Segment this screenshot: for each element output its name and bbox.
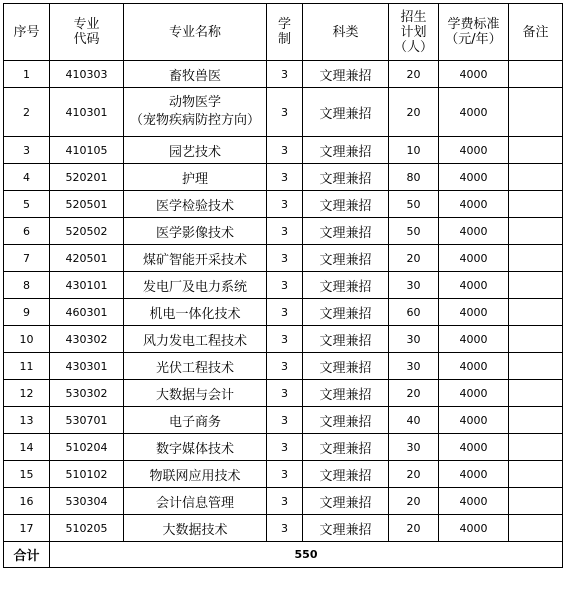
cell-category: 文理兼招: [303, 407, 389, 434]
table-row: [4, 407, 563, 434]
cell-code: 520201: [50, 164, 124, 191]
cell-category: 文理兼招: [303, 164, 389, 191]
cell-fee: 4000: [439, 88, 509, 137]
cell-name: 会计信息管理: [124, 488, 267, 515]
cell-plan: 60: [389, 299, 439, 326]
cell-name: 畜牧兽医: [124, 61, 267, 88]
cell-name: 电子商务: [124, 407, 267, 434]
cell-seq: 4: [4, 164, 50, 191]
header-code-line: 代码: [73, 32, 100, 47]
cell-code: 510204: [50, 434, 124, 461]
cell-plan: 20: [389, 380, 439, 407]
cell-category: 文理兼招: [303, 488, 389, 515]
table-row: [4, 272, 563, 299]
cell-note: [509, 299, 563, 326]
header-name: 专业名称: [124, 4, 267, 61]
cell-category: 文理兼招: [303, 326, 389, 353]
cell-name-line: 动物医学: [168, 95, 221, 110]
table-row: [4, 164, 563, 191]
cell-category: 文理兼招: [303, 434, 389, 461]
cell-category: 文理兼招: [303, 299, 389, 326]
cell-name: 数字媒体技术: [124, 434, 267, 461]
cell-duration: 3: [267, 434, 303, 461]
cell-note: [509, 353, 563, 380]
cell-seq: 14: [4, 434, 50, 461]
cell-plan: 20: [389, 515, 439, 542]
cell-name: 风力发电工程技术: [124, 326, 267, 353]
cell-duration: 3: [267, 245, 303, 272]
cell-note: [509, 245, 563, 272]
cell-seq: 3: [4, 137, 50, 164]
enrollment-plan-table: [3, 3, 563, 568]
cell-note: [509, 380, 563, 407]
cell-duration: 3: [267, 515, 303, 542]
cell-category: 文理兼招: [303, 353, 389, 380]
cell-seq: 17: [4, 515, 50, 542]
cell-name: 护理: [124, 164, 267, 191]
cell-fee: 4000: [439, 272, 509, 299]
table-row: [4, 88, 563, 137]
cell-seq: 6: [4, 218, 50, 245]
cell-code: 510102: [50, 461, 124, 488]
table-row: [4, 434, 563, 461]
cell-duration: 3: [267, 407, 303, 434]
cell-code: 520502: [50, 218, 124, 245]
cell-duration: 3: [267, 380, 303, 407]
cell-category: 文理兼招: [303, 245, 389, 272]
header-duration-line: 学: [277, 17, 291, 32]
cell-name-line: （宠物疾病防控方向）: [129, 113, 260, 128]
cell-seq: 2: [4, 88, 50, 137]
cell-fee: 4000: [439, 488, 509, 515]
cell-plan: 30: [389, 353, 439, 380]
cell-plan: 20: [389, 461, 439, 488]
total-label: 合计: [4, 542, 50, 568]
table-row: [4, 515, 563, 542]
header-code: [50, 4, 124, 61]
cell-seq: 7: [4, 245, 50, 272]
cell-plan: 50: [389, 218, 439, 245]
header-note: 备注: [509, 4, 563, 61]
cell-fee: 4000: [439, 326, 509, 353]
cell-name: 发电厂及电力系统: [124, 272, 267, 299]
cell-name: 物联网应用技术: [124, 461, 267, 488]
cell-fee: 4000: [439, 461, 509, 488]
cell-code: 530302: [50, 380, 124, 407]
cell-code: 430301: [50, 353, 124, 380]
cell-note: [509, 88, 563, 137]
cell-duration: 3: [267, 488, 303, 515]
cell-category: 文理兼招: [303, 515, 389, 542]
cell-name: 机电一体化技术: [124, 299, 267, 326]
cell-duration: 3: [267, 461, 303, 488]
cell-plan: 30: [389, 272, 439, 299]
cell-plan: 30: [389, 326, 439, 353]
header-plan-line: 招生: [400, 9, 427, 25]
cell-code: 410105: [50, 137, 124, 164]
cell-name: 医学影像技术: [124, 218, 267, 245]
cell-seq: 16: [4, 488, 50, 515]
cell-plan: 20: [389, 61, 439, 88]
cell-category: 文理兼招: [303, 191, 389, 218]
cell-plan: 80: [389, 164, 439, 191]
table-row: [4, 488, 563, 515]
table-row: [4, 191, 563, 218]
header-plan-line: （人）: [393, 39, 433, 55]
cell-code: 520501: [50, 191, 124, 218]
cell-name: 煤矿智能开采技术: [124, 245, 267, 272]
table-row: [4, 61, 563, 88]
cell-code: 530701: [50, 407, 124, 434]
cell-code: 410301: [50, 88, 124, 137]
cell-seq: 8: [4, 272, 50, 299]
table-row: [4, 245, 563, 272]
header-fee-line: 学费标准: [447, 17, 500, 32]
cell-seq: 11: [4, 353, 50, 380]
header-duration-line: 制: [277, 32, 291, 47]
cell-code: 430302: [50, 326, 124, 353]
cell-name: 大数据技术: [124, 515, 267, 542]
cell-note: [509, 515, 563, 542]
cell-code: 410303: [50, 61, 124, 88]
header-fee: [439, 4, 509, 61]
cell-name: 医学检验技术: [124, 191, 267, 218]
header-plan-line: 计划: [400, 24, 427, 40]
header-plan: [389, 4, 439, 61]
cell-fee: 4000: [439, 515, 509, 542]
cell-note: [509, 137, 563, 164]
cell-category: 文理兼招: [303, 137, 389, 164]
table-body: [4, 61, 563, 568]
cell-note: [509, 434, 563, 461]
cell-note: [509, 326, 563, 353]
cell-plan: 50: [389, 191, 439, 218]
cell-fee: 4000: [439, 380, 509, 407]
table-row: [4, 218, 563, 245]
cell-duration: 3: [267, 299, 303, 326]
cell-name: [124, 88, 267, 137]
cell-note: [509, 461, 563, 488]
cell-plan: 20: [389, 488, 439, 515]
cell-plan: 10: [389, 137, 439, 164]
cell-seq: 1: [4, 61, 50, 88]
table-header: [4, 4, 563, 61]
header-fee-line: （元/年）: [445, 32, 502, 47]
table-row: [4, 353, 563, 380]
cell-fee: 4000: [439, 218, 509, 245]
cell-name: 光伏工程技术: [124, 353, 267, 380]
table-row: [4, 137, 563, 164]
cell-fee: 4000: [439, 164, 509, 191]
cell-duration: 3: [267, 272, 303, 299]
cell-name: 大数据与会计: [124, 380, 267, 407]
header-row: [4, 4, 563, 61]
cell-category: 文理兼招: [303, 88, 389, 137]
total-value: 550: [50, 542, 563, 568]
cell-plan: 20: [389, 88, 439, 137]
cell-fee: 4000: [439, 245, 509, 272]
cell-code: 510205: [50, 515, 124, 542]
cell-fee: 4000: [439, 407, 509, 434]
cell-code: 460301: [50, 299, 124, 326]
cell-fee: 4000: [439, 434, 509, 461]
cell-duration: 3: [267, 61, 303, 88]
cell-name: 园艺技术: [124, 137, 267, 164]
cell-seq: 10: [4, 326, 50, 353]
cell-duration: 3: [267, 191, 303, 218]
cell-fee: 4000: [439, 299, 509, 326]
cell-note: [509, 191, 563, 218]
cell-note: [509, 218, 563, 245]
table-row: [4, 380, 563, 407]
table-row: [4, 461, 563, 488]
table-row: [4, 326, 563, 353]
cell-category: 文理兼招: [303, 461, 389, 488]
cell-fee: 4000: [439, 191, 509, 218]
table-row: [4, 299, 563, 326]
cell-duration: 3: [267, 137, 303, 164]
cell-seq: 5: [4, 191, 50, 218]
cell-code: 530304: [50, 488, 124, 515]
cell-note: [509, 272, 563, 299]
cell-seq: 15: [4, 461, 50, 488]
total-row: [4, 542, 563, 568]
header-category: 科类: [303, 4, 389, 61]
cell-note: [509, 488, 563, 515]
cell-code: 430101: [50, 272, 124, 299]
cell-note: [509, 407, 563, 434]
cell-category: 文理兼招: [303, 380, 389, 407]
cell-seq: 12: [4, 380, 50, 407]
cell-code: 420501: [50, 245, 124, 272]
header-seq: 序号: [4, 4, 50, 61]
cell-duration: 3: [267, 88, 303, 137]
cell-seq: 13: [4, 407, 50, 434]
cell-plan: 40: [389, 407, 439, 434]
header-duration: [267, 4, 303, 61]
header-code-line: 专业: [73, 17, 100, 32]
cell-duration: 3: [267, 326, 303, 353]
cell-note: [509, 164, 563, 191]
cell-note: [509, 61, 563, 88]
cell-duration: 3: [267, 218, 303, 245]
cell-category: 文理兼招: [303, 272, 389, 299]
cell-seq: 9: [4, 299, 50, 326]
cell-duration: 3: [267, 353, 303, 380]
cell-plan: 30: [389, 434, 439, 461]
cell-duration: 3: [267, 164, 303, 191]
cell-fee: 4000: [439, 61, 509, 88]
cell-fee: 4000: [439, 137, 509, 164]
cell-fee: 4000: [439, 353, 509, 380]
cell-category: 文理兼招: [303, 61, 389, 88]
cell-category: 文理兼招: [303, 218, 389, 245]
cell-plan: 20: [389, 245, 439, 272]
